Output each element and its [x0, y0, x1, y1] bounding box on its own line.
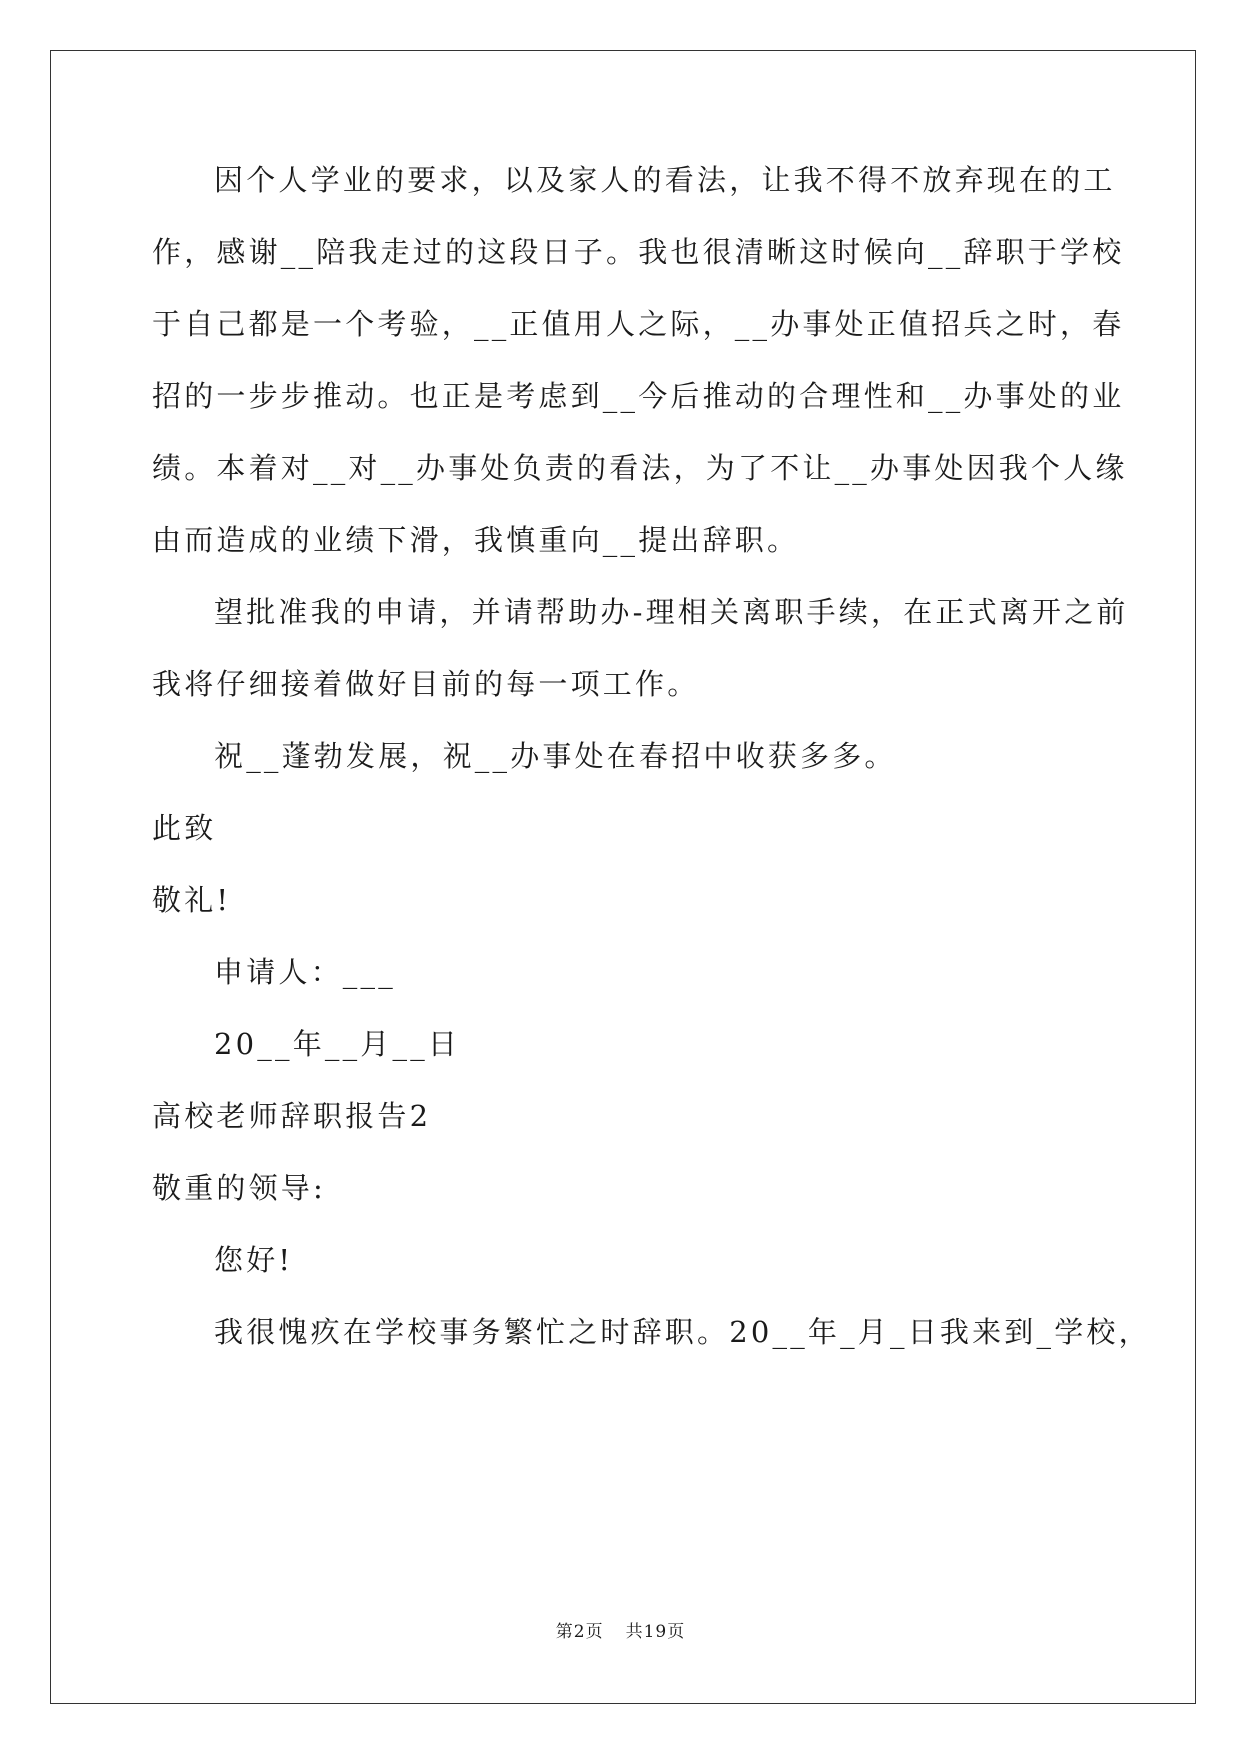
- paragraph-line: 绩。本着对__对__办事处负责的看法，为了不让__办事处因我个人缘: [152, 451, 1128, 485]
- paragraph-line: 望批准我的申请，并请帮助办-理相关离职手续，在正式离开之前: [214, 595, 1129, 629]
- paragraph-line: 我将仔细接着做好目前的每一项工作。: [152, 667, 700, 701]
- page-number: 第2页: [555, 1622, 604, 1642]
- date-line: 20__年__月__日: [214, 1027, 461, 1061]
- closing-regards: 敬礼!: [152, 883, 232, 917]
- greeting: 您好!: [214, 1243, 294, 1277]
- applicant-signature: 申请人：___: [214, 955, 396, 989]
- closing-salutation: 此致: [152, 811, 217, 845]
- page-border: [50, 50, 1196, 1704]
- section-title: 高校老师辞职报告2: [152, 1099, 432, 1133]
- paragraph-line: 于自己都是一个考验，__正值用人之际，__办事处正值招兵之时，春: [152, 307, 1125, 341]
- page-total: 共19页: [625, 1622, 686, 1642]
- paragraph-line: 我很愧疚在学校事务繁忙之时辞职。20__年_月_日我来到_学校，: [214, 1315, 1151, 1349]
- paragraph-line: 作，感谢__陪我走过的这段日子。我也很清晰这时候向__辞职于学校: [152, 235, 1125, 269]
- page-footer: [0, 1620, 1241, 1644]
- paragraph-line: 祝__蓬勃发展，祝__办事处在春招中收获多多。: [214, 739, 897, 773]
- greeting-recipient: 敬重的领导:: [152, 1171, 326, 1205]
- paragraph-line: 招的一步步推动。也正是考虑到__今后推动的合理性和__办事处的业: [152, 379, 1125, 413]
- paragraph-line: 因个人学业的要求，以及家人的看法，让我不得不放弃现在的工: [214, 163, 1116, 197]
- paragraph-line: 由而造成的业绩下滑，我慎重向__提出辞职。: [152, 523, 800, 557]
